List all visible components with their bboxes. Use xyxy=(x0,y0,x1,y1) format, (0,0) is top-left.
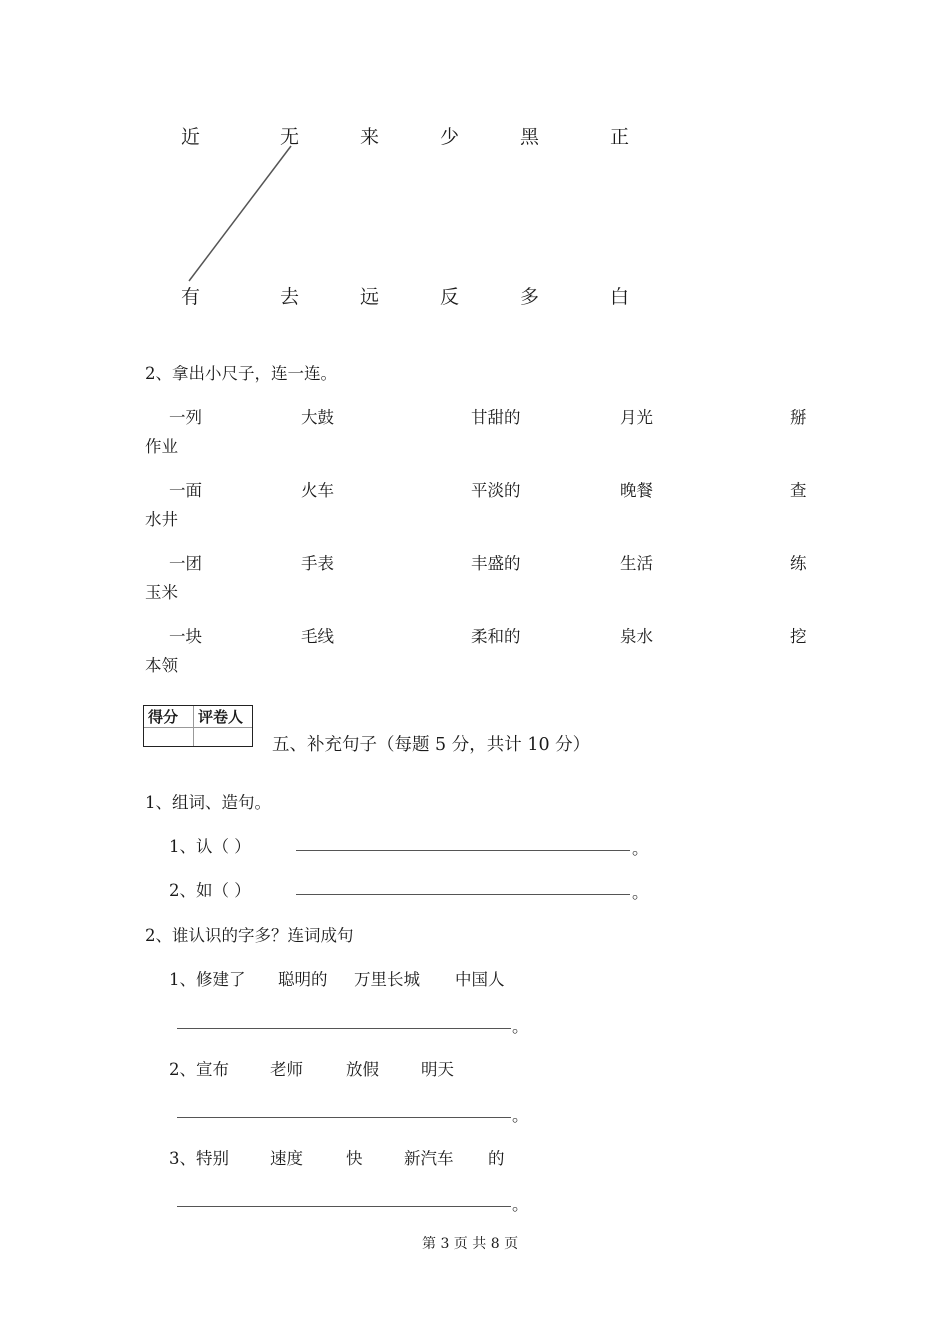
q2-cell: 掰 xyxy=(790,408,807,427)
q2-cell: 查 xyxy=(790,481,807,500)
q2-cell: 甘甜的 xyxy=(471,408,521,427)
answer-line[interactable] xyxy=(296,894,630,895)
q2-cell: 一列 xyxy=(169,408,202,427)
q2-cell: 大鼓 xyxy=(301,408,334,427)
s5-q1-title: 1、组词、造句。 xyxy=(145,793,271,812)
s5-q1-item-2: 2、如（ ） xyxy=(169,881,251,900)
period: 。 xyxy=(632,839,649,858)
q2-cell: 一面 xyxy=(169,481,202,500)
page-footer: 第 3 页 共 8 页 xyxy=(422,1236,519,1252)
q2-cell: 柔和的 xyxy=(471,627,521,646)
match-bottom-5: 多 xyxy=(520,286,540,308)
word: 聪明的 xyxy=(278,970,328,989)
match-top-5: 黑 xyxy=(520,126,540,148)
word: 万里长城 xyxy=(354,970,420,989)
match-bottom-3: 远 xyxy=(360,286,380,308)
grader-label: 评卷人 xyxy=(194,706,252,728)
answer-line[interactable] xyxy=(177,1117,511,1118)
section5-title: 五、补充句子（每题 5 分，共计 10 分） xyxy=(272,735,591,755)
match-bottom-2: 去 xyxy=(280,286,300,308)
grader-cell xyxy=(194,728,252,746)
word: 的 xyxy=(488,1149,505,1168)
answer-line[interactable] xyxy=(177,1206,511,1207)
match-bottom-1: 有 xyxy=(181,286,201,308)
word: 3、特别 xyxy=(169,1149,229,1168)
s5-q2-title: 2、谁认识的字多？连词成句 xyxy=(145,926,354,945)
match-top-4: 少 xyxy=(440,126,460,148)
q2-title: 2、拿出小尺子，连一连。 xyxy=(145,364,337,383)
q2-cell-wrap: 作业 xyxy=(145,437,178,456)
score-label: 得分 xyxy=(144,706,194,728)
period: 。 xyxy=(512,1106,529,1125)
word: 明天 xyxy=(421,1060,454,1079)
match-top-3: 来 xyxy=(360,126,380,148)
word: 新汽车 xyxy=(404,1149,454,1168)
q2-cell: 月光 xyxy=(620,408,653,427)
word: 速度 xyxy=(270,1149,303,1168)
q2-cell: 平淡的 xyxy=(471,481,521,500)
s5-q1-item-1: 1、认（ ） xyxy=(169,837,251,856)
q2-cell: 丰盛的 xyxy=(471,554,521,573)
match-top-2: 无 xyxy=(280,126,300,148)
q2-cell: 手表 xyxy=(301,554,334,573)
connector-line xyxy=(189,146,291,281)
score-box xyxy=(143,705,253,747)
match-connection-line xyxy=(0,0,950,340)
q2-cell: 生活 xyxy=(620,554,653,573)
match-bottom-6: 白 xyxy=(610,286,630,308)
q2-cell: 火车 xyxy=(301,481,334,500)
q2-cell: 晚餐 xyxy=(620,481,653,500)
word: 2、宣布 xyxy=(169,1060,229,1079)
word: 老师 xyxy=(270,1060,303,1079)
word: 中国人 xyxy=(455,970,505,989)
q2-cell-wrap: 玉米 xyxy=(145,583,178,602)
period: 。 xyxy=(512,1017,529,1036)
period: 。 xyxy=(512,1195,529,1214)
q2-cell: 泉水 xyxy=(620,627,653,646)
score-cell xyxy=(144,728,194,746)
match-top-6: 正 xyxy=(610,126,630,148)
q2-cell: 一团 xyxy=(169,554,202,573)
q2-cell: 一块 xyxy=(169,627,202,646)
match-top-1: 近 xyxy=(181,126,201,148)
q2-cell-wrap: 本领 xyxy=(145,656,178,675)
word: 快 xyxy=(346,1149,363,1168)
word: 1、修建了 xyxy=(169,970,246,989)
q2-cell: 挖 xyxy=(790,627,807,646)
q2-cell-wrap: 水井 xyxy=(145,510,178,529)
answer-line[interactable] xyxy=(296,850,630,851)
word: 放假 xyxy=(346,1060,379,1079)
q2-cell: 练 xyxy=(790,554,807,573)
match-bottom-4: 反 xyxy=(440,286,460,308)
q2-cell: 毛线 xyxy=(301,627,334,646)
period: 。 xyxy=(632,883,649,902)
answer-line[interactable] xyxy=(177,1028,511,1029)
